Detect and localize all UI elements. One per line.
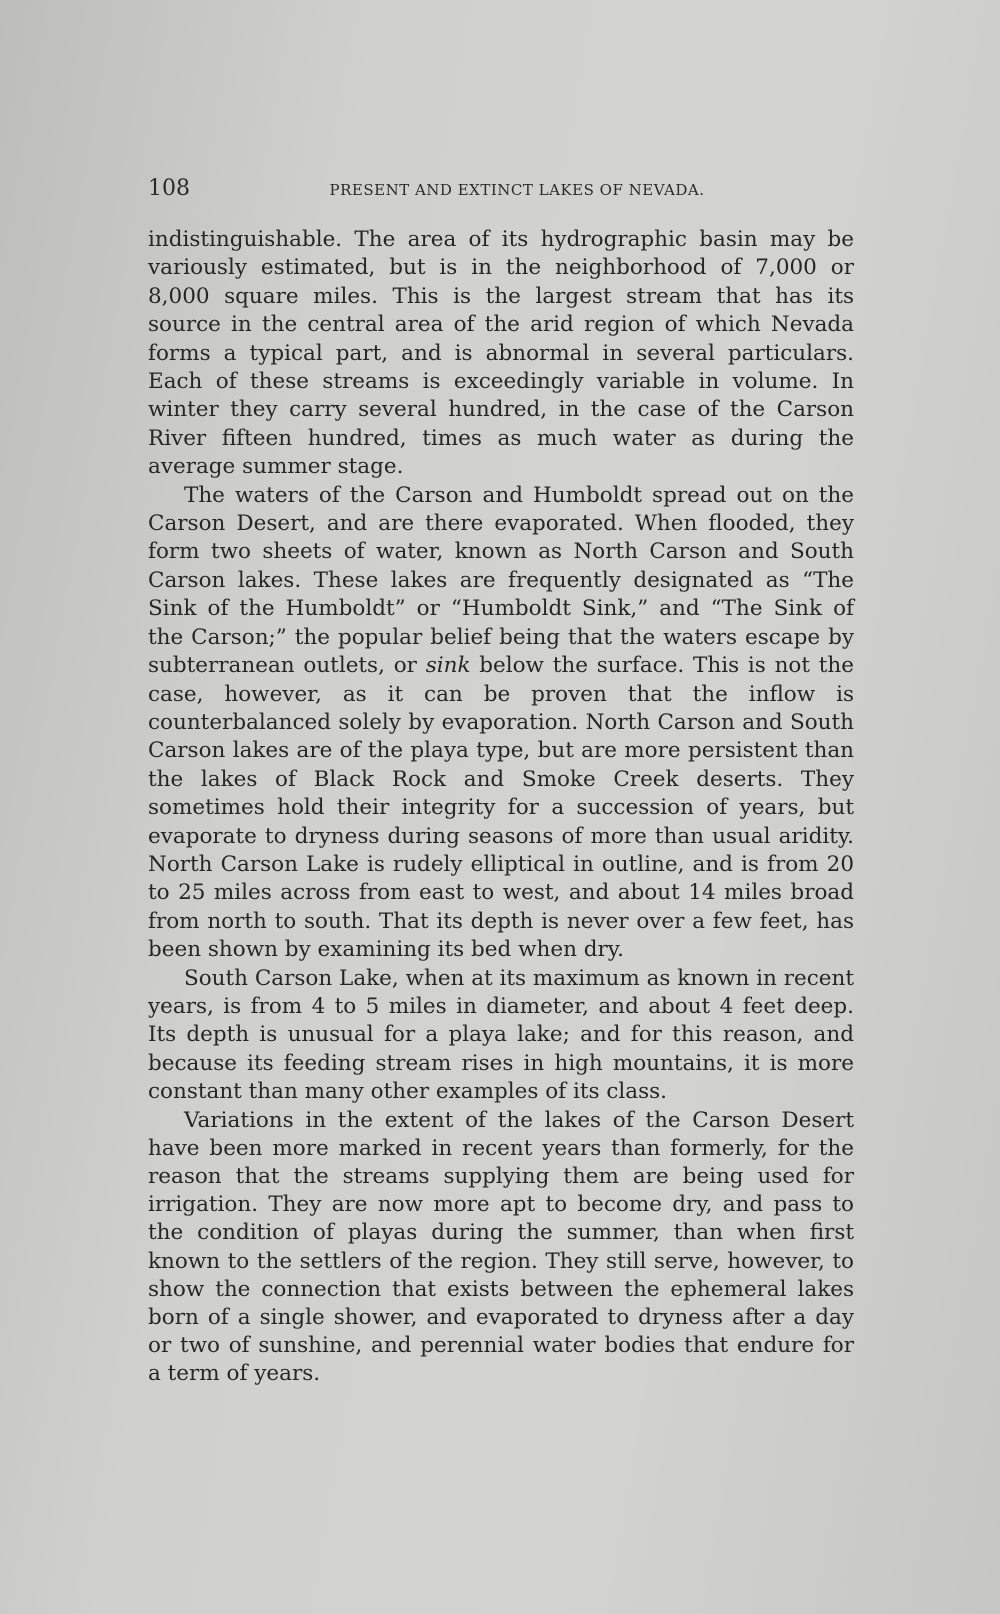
paragraph-carson-desert: [148, 482, 854, 965]
paragraph-text: below the surface. This is not the case, however, as it can be proven that the inflow is counterbalanced solely by evaporation. North Carson and South Carson lakes are of the playa type, but are more persistent than the lakes of Black Rock and Smoke Creek deserts. They sometimes hold their integrity for a succession of years, but evaporate to dryness during seasons of more than usual aridity. North Carson Lake is rudely elliptical in outline, and is from 20 to 25 miles across from east to west, and about 14 miles broad from north to south. That its depth is never over a few feet, has been shown by examining its bed when dry.: [148, 653, 854, 963]
page-number: 108: [148, 176, 190, 201]
paragraph-south-carson-lake: South Carson Lake, when at its maximum as known in recent years, is from 4 to 5 miles in diameter, and about 4 feet deep. Its depth is unusual for a playa lake; and for this reason, and because its feeding stream rises in high mountains, it is more constant than many other examples of its class.: [148, 965, 854, 1105]
paragraph-variations: Variations in the extent of the lakes of the Carson Desert have been more marked in recent years than formerly, for the reason that the streams supplying them are being used for irrigation. They are now more apt to become dry, and pass to the condition of playas during the summer, than when first known to the settlers of the region. They still serve, however, to show the connection that exists between the ephemeral lakes born of a single shower, and evaporated to dryness after a day or two of sunshine, and perennial water bodies that endure for a term of years.: [148, 1107, 854, 1387]
running-header: [148, 176, 856, 206]
body-text: [148, 226, 854, 1389]
italic-word: sink: [425, 653, 471, 679]
paragraph-continuation: indistinguishable. The area of its hydrographic basin may be variously estimated, but is in the neighborhood of 7,000 or 8,000 square miles. This is the largest stream that has its source in the central area of the arid region of which Nevada forms a typical part, and is abnormal in several particulars. Each of these streams is exceedingly variable in volume. In winter they carry several hundred, in the case of the Carson River fifteen hundred, times as much water as during the average summer stage.: [148, 227, 854, 480]
paragraph-text: The waters of the Carson and Humboldt spread out on the Carson Desert, and are there evaporated. When flooded, they form two sheets of water, known as North Carson and South Carson lakes. These lakes are frequently designated as “The Sink of the Humboldt” or “Humboldt Sink,” and “The Sink of the Carson;” the popular belief being that the waters escape by subterranean outlets, or: [148, 482, 854, 679]
running-title: PRESENT AND EXTINCT LAKES OF NEVADA.: [329, 181, 705, 199]
